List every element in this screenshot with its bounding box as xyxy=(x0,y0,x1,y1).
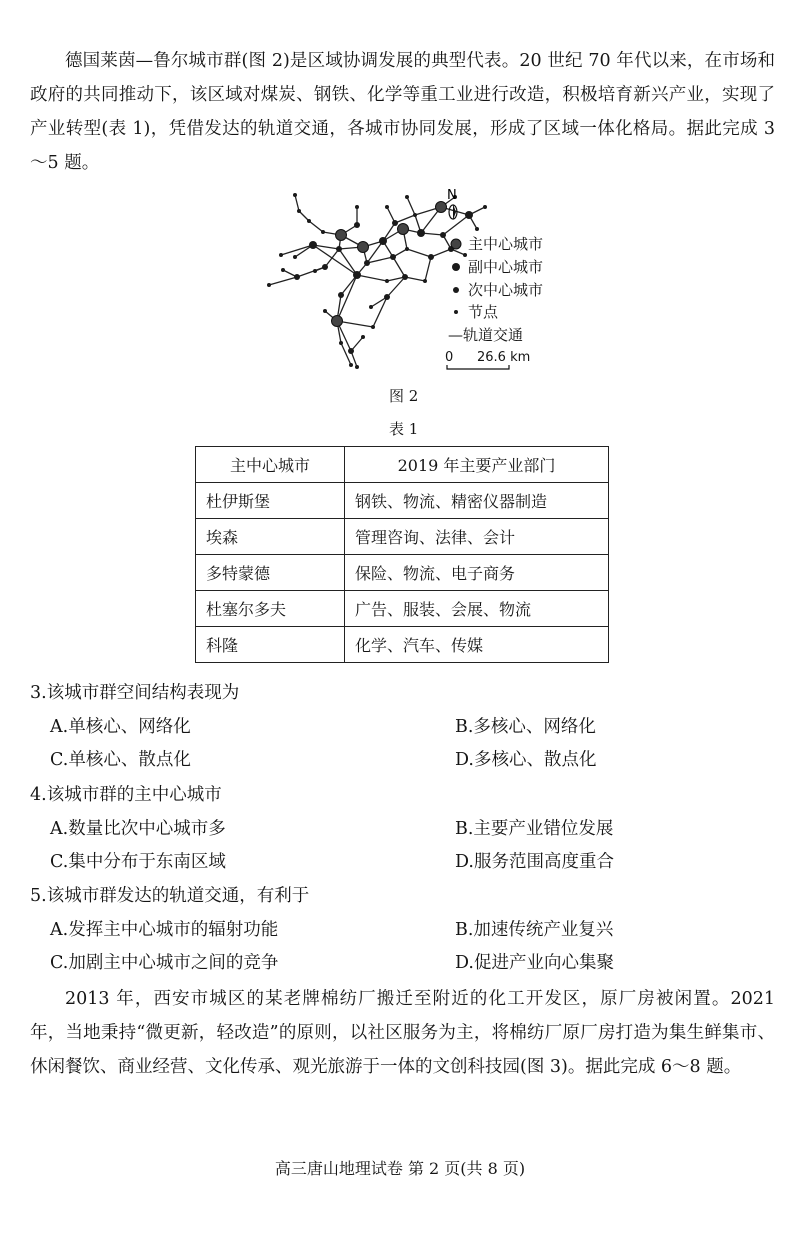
junction-node xyxy=(267,283,271,287)
junction-node xyxy=(297,209,301,213)
junction-node xyxy=(385,279,389,283)
sub-center-city-node xyxy=(353,271,361,279)
question-5-option-a: A.发挥主中心城市的辐射功能 xyxy=(50,920,279,940)
figure-caption: 图 2 xyxy=(389,387,419,405)
junction-node xyxy=(385,205,389,209)
minor-center-city-node xyxy=(322,264,328,270)
junction-node xyxy=(307,219,311,223)
table-header-industry: 2019 年主要产业部门 xyxy=(345,447,609,483)
table-cell-industry: 管理咨询、法律、会计 xyxy=(345,519,609,555)
legend-junction: 节点 xyxy=(468,303,499,321)
table-cell-industry: 化学、汽车、传媒 xyxy=(345,627,609,663)
question-5-stem: 5.该城市群发达的轨道交通，有利于 xyxy=(30,886,310,906)
question-3-option-d: D.多核心、散点化 xyxy=(455,750,597,770)
junction-node xyxy=(423,279,427,283)
question-3-option-c: C.单核心、散点化 xyxy=(50,750,191,770)
legend-minor-center: 次中心城市 xyxy=(468,281,544,299)
page-footer: 高三唐山地理试卷 第 2 页(共 8 页) xyxy=(274,1159,526,1178)
legend-rail: —轨道交通 xyxy=(448,326,524,344)
question-4-option-c: C.集中分布于东南区域 xyxy=(50,852,226,872)
minor-center-city-node xyxy=(338,292,344,298)
main-center-city-node xyxy=(336,230,347,241)
minor-center-city-node xyxy=(384,294,390,300)
junction-node xyxy=(463,253,467,257)
legend-sub-center: 副中心城市 xyxy=(468,258,544,276)
junction-node xyxy=(371,325,375,329)
table-header-row xyxy=(196,447,609,483)
scale-zero: 0 xyxy=(445,350,454,365)
junction-node xyxy=(349,363,353,367)
junction-node xyxy=(355,205,359,209)
table-header-city: 主中心城市 xyxy=(196,447,345,483)
minor-center-city-node xyxy=(440,232,446,238)
question-4-option-a: A.数量比次中心城市多 xyxy=(50,819,226,839)
main-center-city-node xyxy=(358,242,369,253)
legend-main-center: 主中心城市 xyxy=(468,235,544,253)
table-row xyxy=(196,519,609,555)
junction-node xyxy=(361,335,365,339)
sub-center-city-node xyxy=(309,241,317,249)
table-row xyxy=(196,627,609,663)
table-cell-city: 多特蒙德 xyxy=(196,555,345,591)
intro-paragraph: 德国莱茵—鲁尔城市群(图 2)是区域协调发展的典型代表。20 世纪 70 年代以来，在市场和政府的共同推动下，该区域对煤炭、钢铁、化学等重工业进行改造，积极培育新兴产业，实现了产业转型(表 1)，凭借发达的轨道交通，各城市协同发展，形成了区域一体化格局。据此完成 3～5 题。 xyxy=(30,51,775,173)
junction-node xyxy=(293,255,297,259)
question-5-option-d: D.促进产业向心集聚 xyxy=(455,953,614,973)
junction-node xyxy=(413,213,417,217)
main-center-city-node xyxy=(398,224,409,235)
main-center-city-node xyxy=(436,202,447,213)
minor-center-city-node xyxy=(348,348,354,354)
minor-center-city-node xyxy=(390,254,396,260)
industry-table xyxy=(195,446,609,663)
question-3-stem: 3.该城市群空间结构表现为 xyxy=(30,683,240,703)
question-4-option-d: D.服务范围高度重合 xyxy=(455,852,614,872)
junction-node xyxy=(279,253,283,257)
table-cell-city: 杜塞尔多夫 xyxy=(196,591,345,627)
map-legend xyxy=(448,235,543,344)
second-paragraph: 2013 年，西安市城区的某老牌棉纺厂搬迁至附近的化工开发区，原厂房被闲置。2021 年，当地秉持“微更新，轻改造”的原则，以社区服务为主，将棉纺厂原厂房打造为集生鲜集市、休闲餐饮、商业经营、文化传承、观光旅游于一体的文创科技园(图 3)。据此完成 6～8 题。 xyxy=(30,989,775,1077)
junction-node xyxy=(339,341,343,345)
sub-center-city-node xyxy=(379,237,387,245)
table-cell-industry: 广告、服装、会展、物流 xyxy=(345,591,609,627)
north-label: N xyxy=(447,188,457,203)
scale-bar xyxy=(445,350,530,369)
north-arrow xyxy=(447,188,457,220)
junction-node xyxy=(483,205,487,209)
minor-center-city-node xyxy=(336,246,342,252)
question-5-option-b: B.加速传统产业复兴 xyxy=(455,920,614,940)
minor-center-city-node xyxy=(364,260,370,266)
junction-node xyxy=(475,227,479,231)
question-3-option-a: A.单核心、网络化 xyxy=(50,717,191,737)
junction-node xyxy=(355,365,359,369)
table-row xyxy=(196,555,609,591)
table-cell-city: 杜伊斯堡 xyxy=(196,483,345,519)
table-caption: 表 1 xyxy=(389,420,419,438)
table-row xyxy=(196,591,609,627)
table-cell-city: 埃森 xyxy=(196,519,345,555)
scale-value: 26.6 km xyxy=(477,350,531,365)
minor-center-city-node xyxy=(294,274,300,280)
question-4-option-b: B.主要产业错位发展 xyxy=(455,819,614,839)
minor-center-city-node xyxy=(354,222,360,228)
junction-node xyxy=(321,230,325,234)
junction-node xyxy=(369,305,373,309)
junction-node xyxy=(281,268,285,272)
table-cell-industry: 钢铁、物流、精密仪器制造 xyxy=(345,483,609,519)
minor-center-city-node xyxy=(392,220,398,226)
table-cell-industry: 保险、物流、电子商务 xyxy=(345,555,609,591)
figure-2-rail-network-map xyxy=(255,185,555,380)
main-center-city-node xyxy=(332,316,343,327)
junction-node xyxy=(313,269,317,273)
junction-node xyxy=(405,247,409,251)
question-3-option-b: B.多核心、网络化 xyxy=(455,717,596,737)
question-5-option-c: C.加剧主中心城市之间的竞争 xyxy=(50,953,279,973)
junction-node xyxy=(293,193,297,197)
question-4-stem: 4.该城市群的主中心城市 xyxy=(30,785,222,805)
table-cell-city: 科隆 xyxy=(196,627,345,663)
table-row xyxy=(196,483,609,519)
junction-node xyxy=(405,195,409,199)
sub-center-city-node xyxy=(417,229,425,237)
sub-center-city-node xyxy=(465,211,473,219)
minor-center-city-node xyxy=(402,274,408,280)
junction-node xyxy=(323,309,327,313)
minor-center-city-node xyxy=(428,254,434,260)
